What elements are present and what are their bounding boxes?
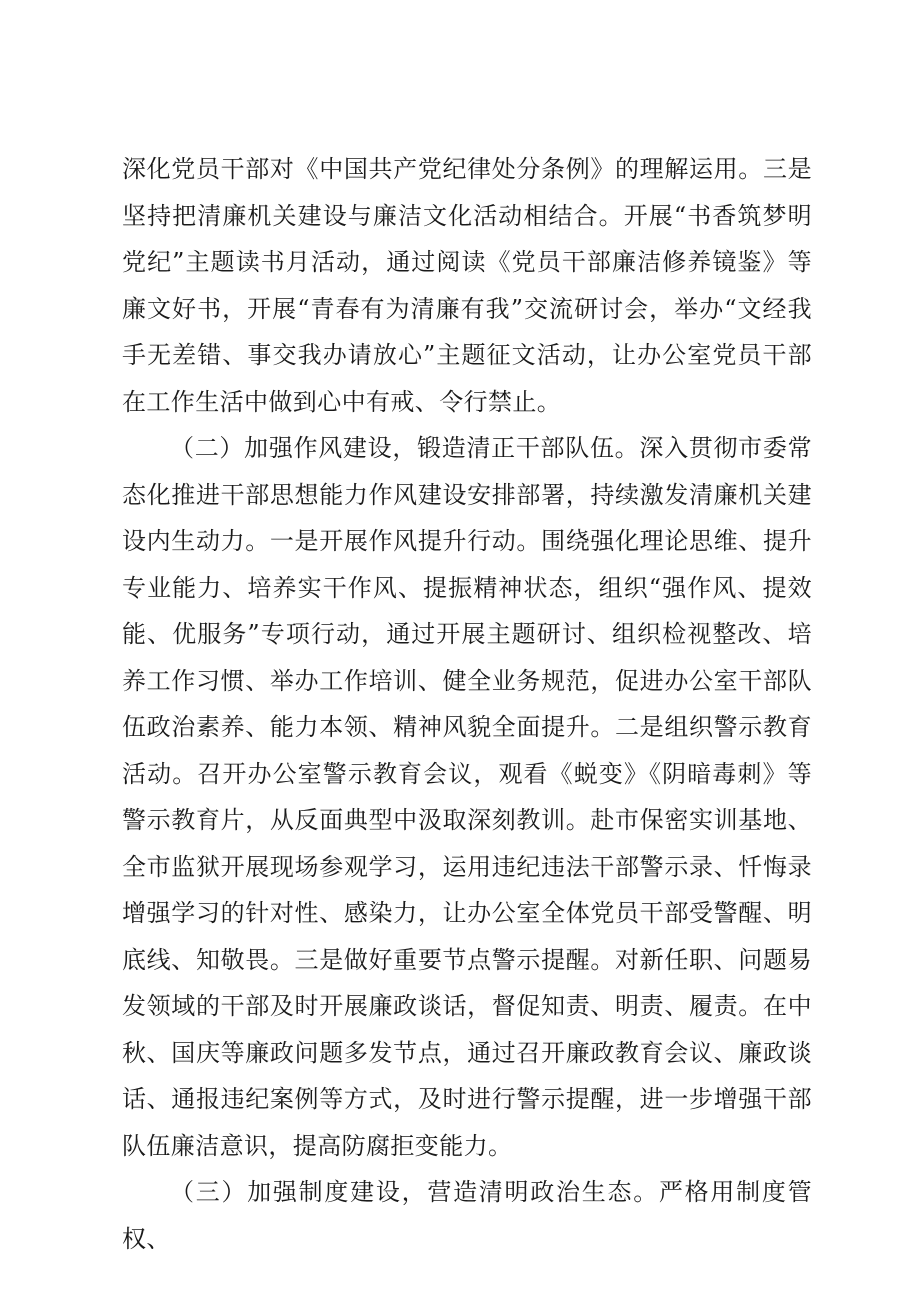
paragraph-section-three: （三）加强制度建设，营造清明政治生态。严格用制度管权、: [122, 1178, 812, 1253]
paragraph-continuation: 深化党员干部对《中国共产党纪律处分条例》的理解运用。三是坚持把清廉机关建设与廉洁文化活动相结合。开展“书香筑梦明党纪”主题读书月活动，通过阅读《党员干部廉洁修养镜鉴》等廉文好书，开展“青春有为清廉有我”交流研讨会，举办“文经我手无差错、事交我办请放心”主题征文活动，让办公室党员干部在工作生活中做到心中有戒、令行禁止。: [122, 155, 812, 416]
document-body: [122, 146, 812, 1262]
paragraph-section-two: （二）加强作风建设，锻造清正干部队伍。深入贯彻市委常态化推进干部思想能力作风建设安排部署，持续激发清廉机关建设内生动力。一是开展作风提升行动。围绕强化理论思维、提升专业能力、培养实干作风、提振精神状态，组织“强作风、提效能、优服务”专项行动，通过开展主题研讨、组织检视整改、培养工作习惯、举办工作培训、健全业务规范，促进办公室干部队伍政治素养、能力本领、精神风貌全面提升。二是组织警示教育活动。召开办公室警示教育会议，观看《蜕变》《阴暗毒刺》等警示教育片，从反面典型中汲取深刻教训。赴市保密实训基地、全市监狱开展现场参观学习，运用违纪违法干部警示录、忏悔录增强学习的针对性、感染力，让办公室全体党员干部受警醒、明底线、知敬畏。三是做好重要节点警示提醒。对新任职、问题易发领域的干部及时开展廉政谈话，督促知责、明责、履责。在中秋、国庆等廉政问题多发节点，通过召开廉政教育会议、廉政谈话、通报违纪案例等方式，及时进行警示提醒，进一步增强干部队伍廉洁意识，提高防腐拒变能力。: [122, 434, 812, 1160]
